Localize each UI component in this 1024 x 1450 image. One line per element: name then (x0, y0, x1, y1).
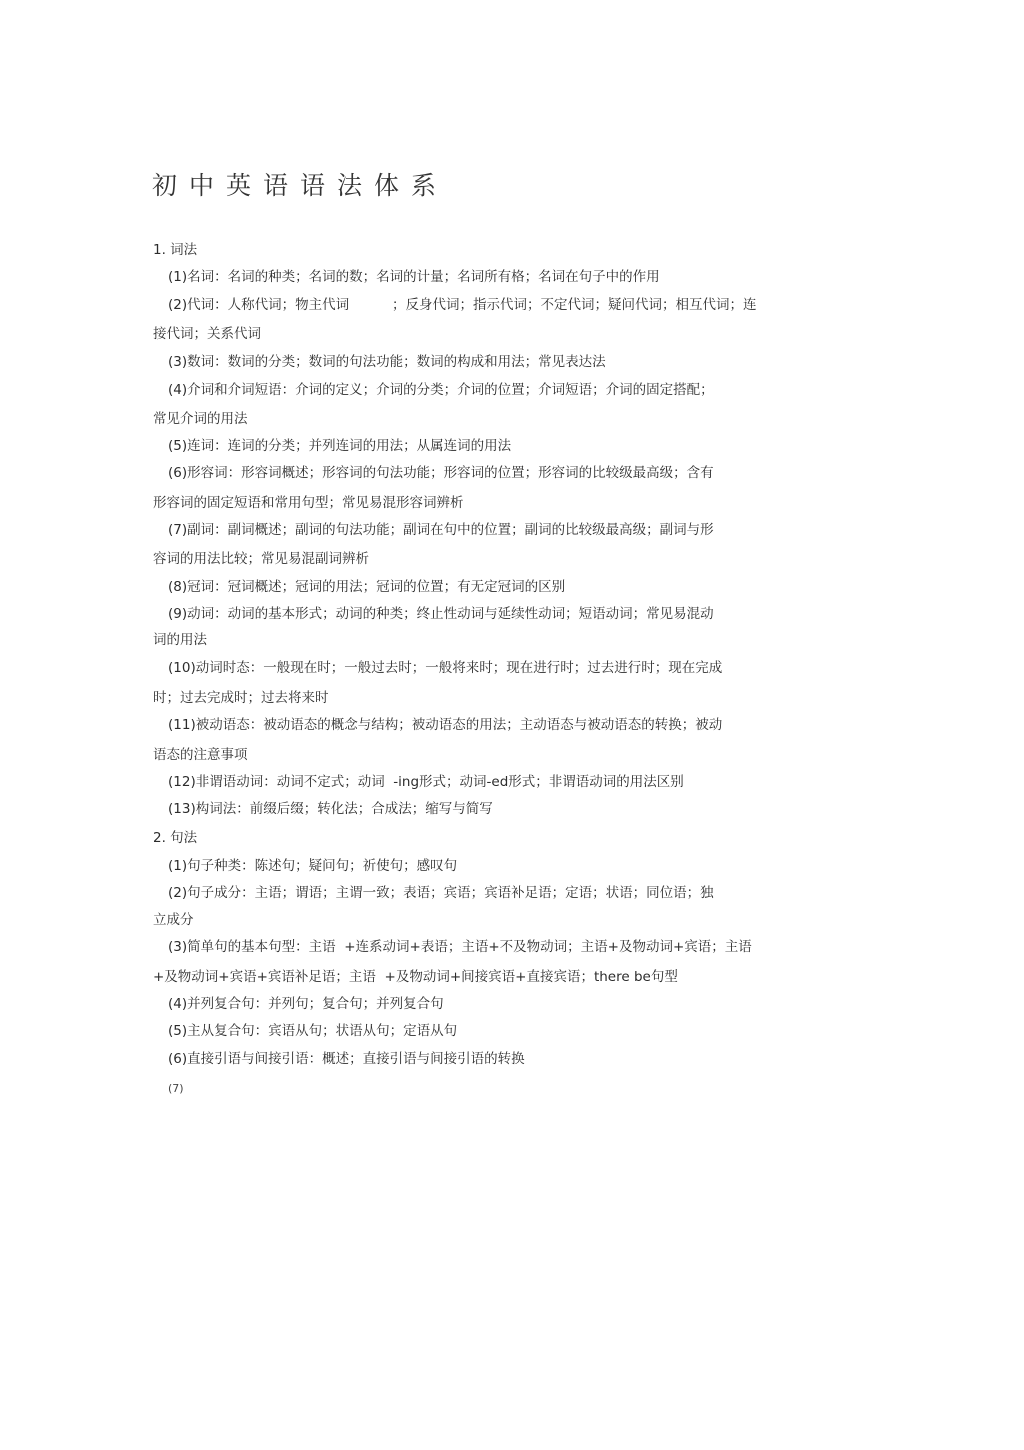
list-item: (13)构词法：前缀后缀；转化法；合成法；缩写与简写 (168, 801, 493, 817)
list-item-continuation: 词的用法 (153, 632, 207, 648)
list-item-continuation: 接代词；关系代词 (153, 326, 261, 342)
list-item: (10)动词时态：一般现在时；一般过去时；一般将来时；现在进行时；过去进行时；现在完成 (168, 660, 723, 676)
list-item: (1)名词：名词的种类；名词的数；名词的计量；名词所有格；名词在句子中的作用 (168, 269, 660, 285)
list-item: (5)主从复合句：宾语从句；状语从句；定语从句 (168, 1023, 458, 1039)
list-item: (2)代词：人称代词；物主代词 ；反身代词；指示代词；不定代词；疑问代词；相互代词；连 (168, 297, 757, 313)
list-item-continuation: 形容词的固定短语和常用句型；常见易混形容词辨析 (153, 495, 464, 511)
list-item: (3)简单句的基本句型：主语 +连系动词+表语；主语+不及物动词；主语+及物动词+宾语；主语 (168, 939, 752, 955)
page-title: 初中英语语法体系 (152, 171, 449, 200)
section-heading: 1. 词法 (153, 242, 198, 258)
list-item-continuation: 常见介词的用法 (153, 411, 248, 427)
list-item-continuation: 时；过去完成时；过去将来时 (153, 690, 329, 706)
list-item-continuation: 立成分 (153, 912, 194, 928)
list-item: (2)句子成分：主语；谓语；主谓一致；表语；宾语；宾语补足语；定语；状语；同位语；独 (168, 885, 714, 901)
list-item: (4)介词和介词短语：介词的定义；介词的分类；介词的位置；介词短语；介词的固定搭配； (168, 382, 714, 398)
list-item: (4)并列复合句：并列句；复合句；并列复合句 (168, 996, 444, 1012)
list-item-continuation: +及物动词+宾语+宾语补足语；主语 +及物动词+间接宾语+直接宾语；there be句型 (153, 969, 678, 985)
list-item: (7) (168, 1082, 184, 1095)
list-item: (9)动词：动词的基本形式；动词的种类；终止性动词与延续性动词；短语动词；常见易混动 (168, 606, 714, 622)
section-heading: 2. 句法 (153, 830, 198, 846)
list-item: (12)非谓语动词：动词不定式；动词 -ing形式；动词-ed形式；非谓语动词的用法区别 (168, 774, 684, 790)
list-item-continuation: 容词的用法比较；常见易混副词辨析 (153, 551, 369, 567)
list-item: (5)连词：连词的分类；并列连词的用法；从属连词的用法 (168, 438, 512, 454)
list-item: (3)数词：数词的分类；数词的句法功能；数词的构成和用法；常见表达法 (168, 354, 606, 370)
list-item: (11)被动语态：被动语态的概念与结构；被动语态的用法；主动语态与被动语态的转换；被动 (168, 717, 723, 733)
list-item: (8)冠词：冠词概述；冠词的用法；冠词的位置；有无定冠词的区别 (168, 579, 566, 595)
list-item: (6)直接引语与间接引语：概述；直接引语与间接引语的转换 (168, 1051, 525, 1067)
list-item: (1)句子种类：陈述句；疑问句；祈使句；感叹句 (168, 858, 458, 874)
list-item: (6)形容词：形容词概述；形容词的句法功能；形容词的位置；形容词的比较级最高级；含有 (168, 465, 714, 481)
list-item: (7)副词：副词概述；副词的句法功能；副词在句中的位置；副词的比较级最高级；副词与形 (168, 522, 714, 538)
list-item-continuation: 语态的注意事项 (153, 747, 248, 763)
